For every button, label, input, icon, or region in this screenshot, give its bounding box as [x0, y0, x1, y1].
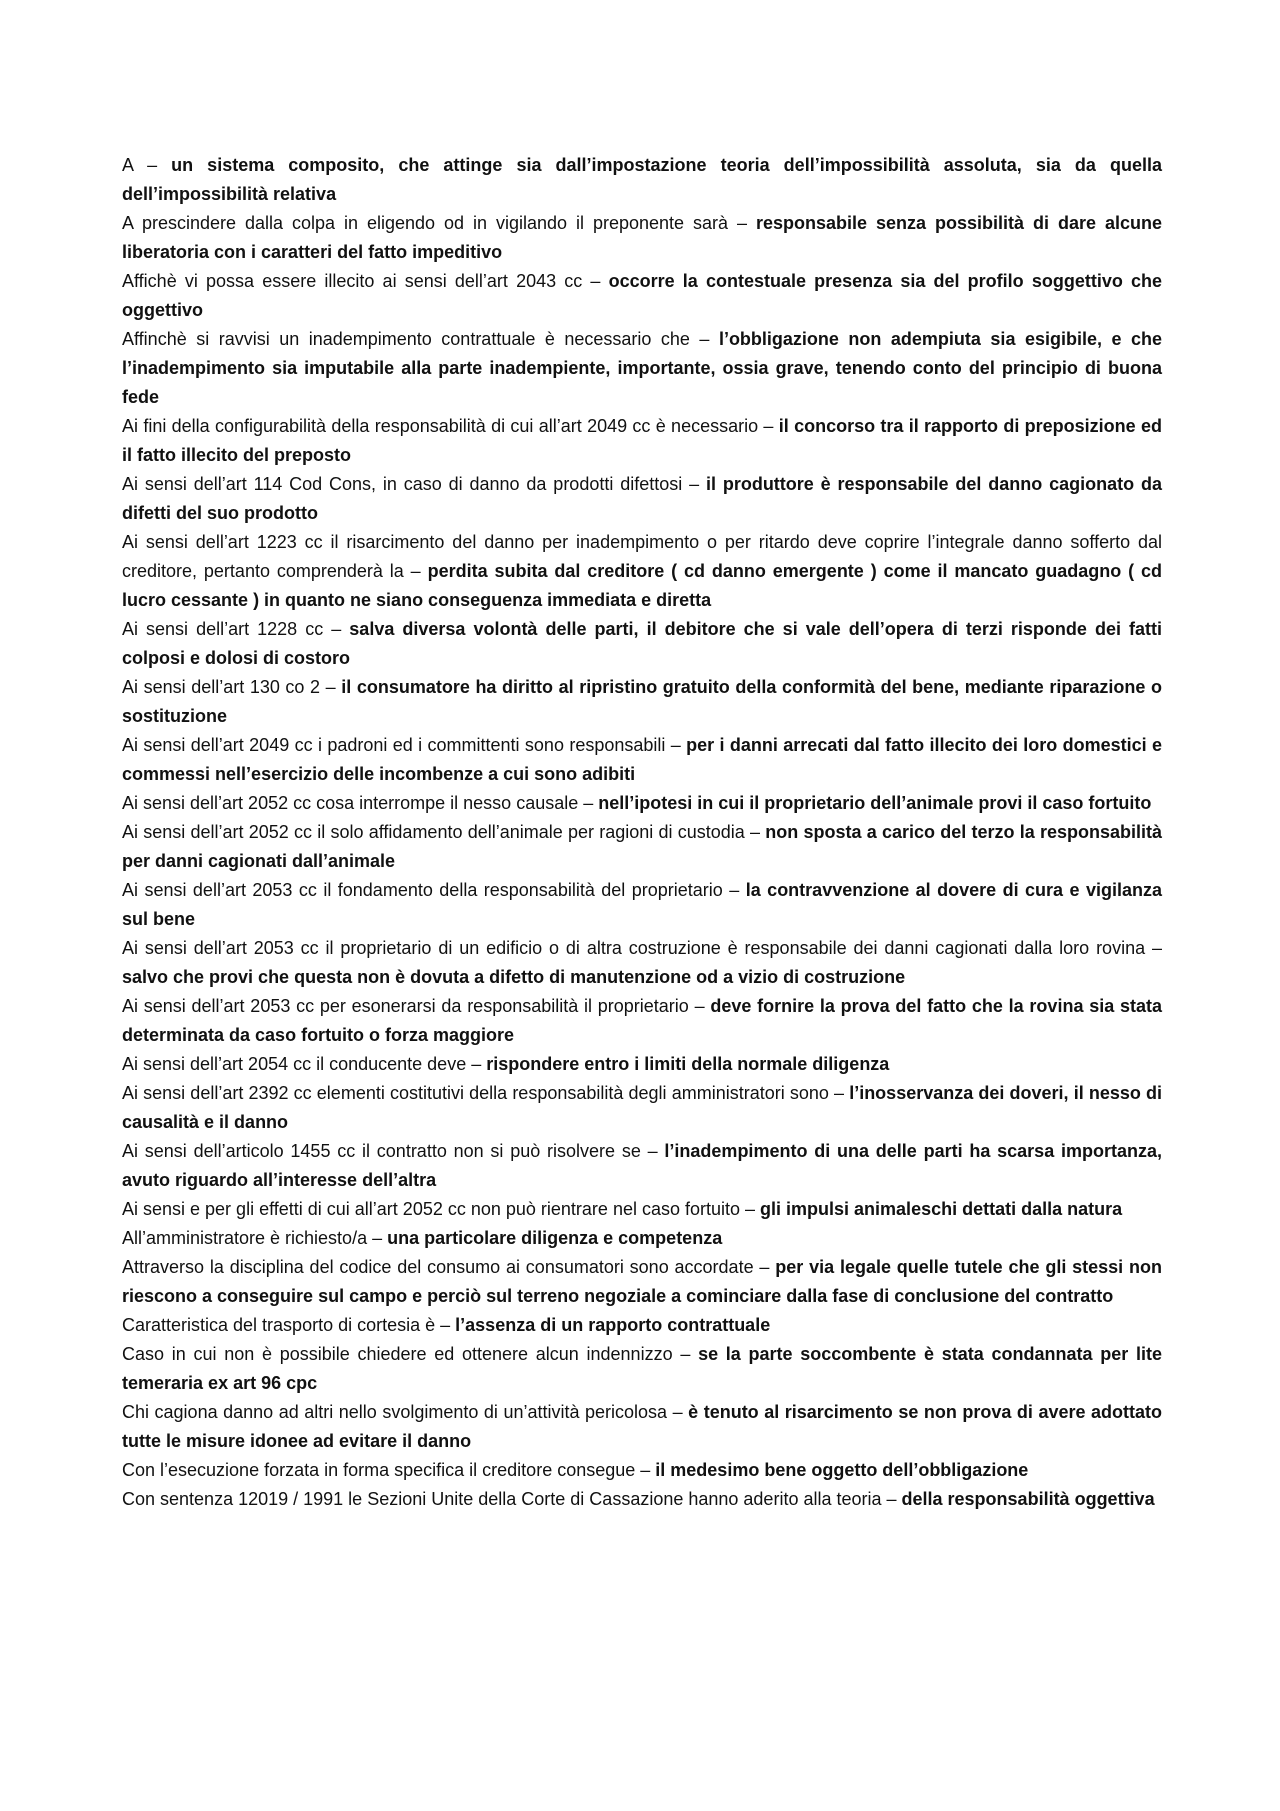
entry-answer: per via legale quelle tutele che gli stessi non riescono a conseguire sul campo e perciò sul terreno negoziale a cominciare dalla fase di conclusione del contratto	[122, 1257, 1162, 1306]
entry-question: Chi cagiona danno ad altri nello svolgimento di un’attività pericolosa	[122, 1402, 668, 1422]
entry-answer: un sistema composito, che attinge sia dall’impostazione teoria dell’impossibilità assoluta, sia da quella dell’impossibilità relativa	[122, 155, 1162, 204]
entry-question: Ai sensi dell’art 2052 cc cosa interrompe il nesso causale	[122, 793, 579, 813]
entry: A prescindere dalla colpa in eligendo od in vigilando il preponente sarà – responsabile senza possibilità di dare alcune liberatoria con i caratteri del fatto impeditivo	[122, 213, 1162, 262]
entry-question: Con sentenza 12019 / 1991 le Sezioni Unite della Corte di Cassazione hanno aderito alla teoria	[122, 1489, 882, 1509]
entry: Ai sensi dell’art 2053 cc il proprietario di un edificio o di altra costruzione è responsabile dei danni cagionati dalla loro rovina – salvo che provi che questa non è dovuta a difetto di manutenzione od a vizio di costruzione	[122, 938, 1162, 987]
entry-question: Ai sensi dell’art 2392 cc elementi costitutivi della responsabilità degli amministratori sono	[122, 1083, 829, 1103]
entry-answer: occorre la contestuale presenza sia del profilo soggettivo che oggettivo	[122, 271, 1162, 320]
entry-question: A	[122, 155, 134, 175]
entry: Ai sensi dell’art 1223 cc il risarcimento del danno per inadempimento o per ritardo deve coprire l’integrale danno sofferto dal creditore, pertanto comprenderà la – perdita subita dal creditore ( cd danno emergente ) come il mancato guadagno ( cd lucro cessante ) in quanto ne siano conseguenza immediata e diretta	[122, 532, 1163, 610]
entry: Affichè vi possa essere illecito ai sensi dell’art 2043 cc – occorre la contestuale presenza sia del profilo soggettivo che oggettivo	[122, 271, 1162, 320]
entry: Ai sensi dell’art 2052 cc cosa interrompe il nesso causale – nell’ipotesi in cui il proprietario dell’animale provi il caso fortuito	[122, 793, 1152, 813]
entry: Ai sensi dell’articolo 1455 cc il contratto non si può risolvere se – l’inadempimento di una delle parti ha scarsa importanza, avuto riguardo all’interesse dell’altra	[122, 1141, 1163, 1190]
entry-answer: il consumatore ha diritto al ripristino gratuito della conformità del bene, mediante riparazione o sostituzione	[122, 677, 1162, 726]
entry: Ai sensi dell’art 130 co 2 – il consumatore ha diritto al ripristino gratuito della conformità del bene, mediante riparazione o sostituzione	[122, 677, 1162, 726]
entry: Ai sensi dell’art 2053 cc per esonerarsi da responsabilità il proprietario – deve fornire la prova del fatto che la rovina sia stata determinata da caso fortuito o forza maggiore	[122, 996, 1162, 1045]
entry-question: Ai sensi dell’art 2054 cc il conducente deve	[122, 1054, 467, 1074]
entry-answer: l’assenza di un rapporto contrattuale	[455, 1315, 771, 1335]
entry-question: Ai sensi dell’art 2052 cc il solo affidamento dell’animale per ragioni di custodia	[122, 822, 745, 842]
entry: Con l’esecuzione forzata in forma specifica il creditore consegue – il medesimo bene oggetto dell’obbligazione	[122, 1460, 1029, 1480]
entry-answer: l’obbligazione non adempiuta sia esigibile, e che l’inadempimento sia imputabile alla parte inadempiente, importante, ossia grave, tenendo conto del principio di buona fede	[122, 329, 1162, 407]
entry-answer: l’inosservanza dei doveri, il nesso di causalità e il danno	[122, 1083, 1162, 1132]
entry-question: Ai sensi dell’art 2049 cc i padroni ed i committenti sono responsabili	[122, 735, 666, 755]
entry: Ai sensi dell’art 114 Cod Cons, in caso di danno da prodotti difettosi – il produttore è responsabile del danno cagionato da difetti del suo prodotto	[122, 474, 1162, 523]
entry: Chi cagiona danno ad altri nello svolgimento di un’attività pericolosa – è tenuto al risarcimento se non prova di avere adottato tutte le misure idonee ad evitare il danno	[122, 1402, 1163, 1451]
entry-question: Ai sensi dell’art 1228 cc	[122, 619, 324, 639]
entry-question: Ai sensi e per gli effetti di cui all’art 2052 cc non può rientrare nel caso fortuito	[122, 1199, 741, 1219]
entry-question: Attraverso la disciplina del codice del consumo ai consumatori sono accordate	[122, 1257, 754, 1277]
entry-answer: perdita subita dal creditore ( cd danno emergente ) come il mancato guadagno ( cd lucro cessante ) in quanto ne siano conseguenza immediata e diretta	[122, 561, 1163, 610]
entry-answer: il concorso tra il rapporto di preposizione ed il fatto illecito del preposto	[122, 416, 1162, 465]
entry-answer: nell’ipotesi in cui il proprietario dell’animale provi il caso fortuito	[598, 793, 1152, 813]
entry-question: Caratteristica del trasporto di cortesia è	[122, 1315, 436, 1335]
entry-answer: la contravvenzione al dovere di cura e vigilanza sul bene	[122, 880, 1162, 929]
entry: Ai fini della configurabilità della responsabilità di cui all’art 2049 cc è necessario – il concorso tra il rapporto di preposizione ed il fatto illecito del preposto	[122, 416, 1162, 465]
entry: Ai sensi dell’art 2392 cc elementi costitutivi della responsabilità degli amministratori sono – l’inosservanza dei doveri, il nesso di causalità e il danno	[122, 1083, 1162, 1132]
entry-question: Ai sensi dell’art 114 Cod Cons, in caso di danno da prodotti difettosi	[122, 474, 683, 494]
entry: Ai sensi dell’art 1228 cc – salva diversa volontà delle parti, il debitore che si vale dell’opera di terzi risponde dei fatti colposi e dolosi di costoro	[122, 619, 1162, 668]
entry-question: Ai sensi dell’articolo 1455 cc il contratto non si può risolvere se	[122, 1141, 641, 1161]
entry-question: Ai sensi dell’art 2053 cc il proprietario di un edificio o di altra costruzione è responsabile dei danni cagionati dalla loro rovina	[122, 938, 1146, 958]
entry-answer: l’inadempimento di una delle parti ha scarsa importanza, avuto riguardo all’interesse dell’altra	[122, 1141, 1163, 1190]
entry-answer: il medesimo bene oggetto dell’obbligazione	[655, 1460, 1029, 1480]
entry-question: Ai sensi dell’art 2053 cc il fondamento della responsabilità del proprietario	[122, 880, 723, 900]
entry-question: Ai sensi dell’art 2053 cc per esonerarsi da responsabilità il proprietario	[122, 996, 689, 1016]
entry: Ai sensi dell’art 2052 cc il solo affidamento dell’animale per ragioni di custodia – non sposta a carico del terzo la responsabilità per danni cagionati dall’animale	[122, 822, 1163, 871]
entry: Ai sensi dell’art 2054 cc il conducente deve – rispondere entro i limiti della normale diligenza	[122, 1054, 890, 1074]
entry-question: Con l’esecuzione forzata in forma specifica il creditore consegue	[122, 1460, 636, 1480]
entry-answer: per i danni arrecati dal fatto illecito dei loro domestici e commessi nell’esercizio delle incombenze a cui sono adibiti	[122, 735, 1162, 784]
entry: Ai sensi dell’art 2049 cc i padroni ed i committenti sono responsabili – per i danni arrecati dal fatto illecito dei loro domestici e commessi nell’esercizio delle incombenze a cui sono adibiti	[122, 735, 1162, 784]
entry: All’amministratore è richiesto/a – una particolare diligenza e competenza	[122, 1228, 723, 1248]
entry-answer: gli impulsi animaleschi dettati dalla natura	[760, 1199, 1123, 1219]
entry: Ai sensi dell’art 2053 cc il fondamento della responsabilità del proprietario – la contravvenzione al dovere di cura e vigilanza sul bene	[122, 880, 1162, 929]
entry-answer: è tenuto al risarcimento se non prova di avere adottato tutte le misure idonee ad evitare il danno	[122, 1402, 1163, 1451]
entry-question: Ai sensi dell’art 1223 cc il risarcimento del danno per inadempimento o per ritardo deve coprire l’integrale danno sofferto dal creditore, pertanto comprenderà la	[122, 532, 1162, 581]
entry-answer: responsabile senza possibilità di dare alcune liberatoria con i caratteri del fatto impeditivo	[122, 213, 1162, 262]
entry-answer: della responsabilità oggettiva	[901, 1489, 1155, 1509]
entry: Caratteristica del trasporto di cortesia è – l’assenza di un rapporto contrattuale	[122, 1315, 771, 1335]
entry-question: Ai sensi dell’art 130 co 2	[122, 677, 321, 697]
entry: Caso in cui non è possibile chiedere ed ottenere alcun indennizzo – se la parte soccombente è stata condannata per lite temeraria ex art 96 cpc	[122, 1344, 1163, 1393]
entry-question: A prescindere dalla colpa in eligendo od in vigilando il preponente sarà	[122, 213, 729, 233]
entry-answer: non sposta a carico del terzo la responsabilità per danni cagionati dall’animale	[122, 822, 1163, 871]
entry-question: Caso in cui non è possibile chiedere ed ottenere alcun indennizzo	[122, 1344, 673, 1364]
entry-question: Affinchè si ravvisi un inadempimento contrattuale è necessario che	[122, 329, 690, 349]
entry-question: Affichè vi possa essere illecito ai sensi dell’art 2043 cc	[122, 271, 583, 291]
entry-answer: rispondere entro i limiti della normale diligenza	[486, 1054, 890, 1074]
entry: Attraverso la disciplina del codice del consumo ai consumatori sono accordate – per via legale quelle tutele che gli stessi non riescono a conseguire sul campo e perciò sul terreno negoziale a cominciare dalla fase di conclusione del contratto	[122, 1257, 1162, 1306]
entry-answer: salva diversa volontà delle parti, il debitore che si vale dell’opera di terzi risponde dei fatti colposi e dolosi di costoro	[122, 619, 1162, 668]
entry-answer: il produttore è responsabile del danno cagionato da difetti del suo prodotto	[122, 474, 1162, 523]
entry-answer: se la parte soccombente è stata condannata per lite temeraria ex art 96 cpc	[122, 1344, 1163, 1393]
entry-question: Ai fini della configurabilità della responsabilità di cui all’art 2049 cc è necessario	[122, 416, 759, 436]
entry: Ai sensi e per gli effetti di cui all’art 2052 cc non può rientrare nel caso fortuito – gli impulsi animaleschi dettati dalla natura	[122, 1199, 1123, 1219]
entry-answer: salvo che provi che questa non è dovuta a difetto di manutenzione od a vizio di costruzione	[122, 967, 906, 987]
entry-answer: una particolare diligenza e competenza	[387, 1228, 723, 1248]
entry: Affinchè si ravvisi un inadempimento contrattuale è necessario che – l’obbligazione non adempiuta sia esigibile, e che l’inadempimento sia imputabile alla parte inadempiente, importante, ossia grave, tenendo conto del principio di buona fede	[122, 329, 1162, 407]
entry: Con sentenza 12019 / 1991 le Sezioni Unite della Corte di Cassazione hanno aderito alla teoria – della responsabilità oggettiva	[122, 1489, 1155, 1509]
entry: A – un sistema composito, che attinge sia dall’impostazione teoria dell’impossibilità assoluta, sia da quella dell’impossibilità relativa	[122, 155, 1162, 204]
document-page	[122, 151, 1162, 1514]
entry-question: All’amministratore è richiesto/a	[122, 1228, 368, 1248]
entry-answer: deve fornire la prova del fatto che la rovina sia stata determinata da caso fortuito o forza maggiore	[122, 996, 1162, 1045]
